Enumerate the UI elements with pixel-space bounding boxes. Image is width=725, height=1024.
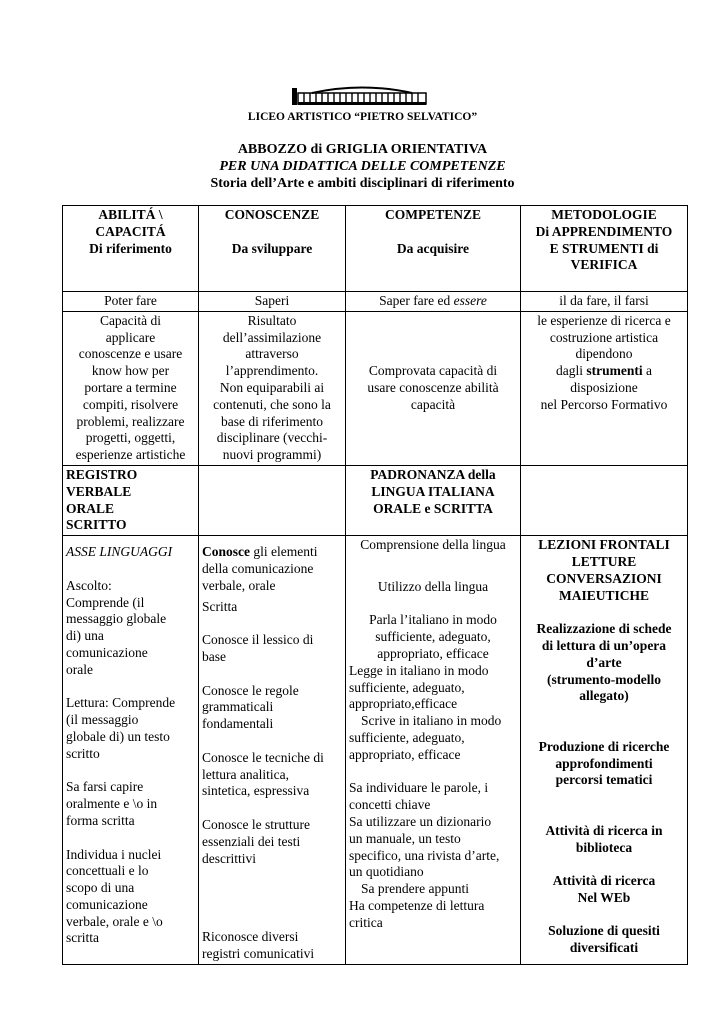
cell-registro: REGISTRO VERBALE ORALE SCRITTO [63,465,199,535]
cell-risultato-description: Risultato dell’assimilazione attraverso l’apprendimento. Non equiparabili ai contenuti, che sono la base di riferimento disciplinare (vecchi- nuovi programmi) [199,311,346,465]
cell-poter-fare: Poter fare [63,292,199,312]
document-title: ABBOZZO di GRIGLIA ORIENTATIVA [237,142,488,157]
header-conoscenze: CONOSCENZE Da sviluppare [199,206,346,292]
document-subtitle: PER UNA DIDATTICA DELLE COMPETENZE [219,159,506,174]
table-row [63,311,688,465]
cell-empty [199,465,346,535]
header-metodologie: METODOLOGIE Di APPRENDIMENTO E STRUMENTI di VERIFICA [521,206,688,292]
table-row [63,536,688,965]
header-abilita: ABILITÁ \ CAPACITÁ Di riferimento [63,206,199,292]
table-row [63,292,688,312]
school-building-logo [292,84,432,106]
cell-comprovata-description: Comprovata capacità di usare conoscenze abilità capacità [346,311,521,465]
cell-capacita-description: Capacità di applicare conoscenze e usare know how per portare a termine compiti, risolvere problemi, realizzare progetti, oggetti, esperienze artistiche [63,311,199,465]
cell-lezioni-frontali: LEZIONI FRONTALI LETTURE CONVERSAZIONI MAIEUTICHE Realizzazione di schede di lettura di un’opera d’arte (strumento-modello allegato) Produzione di ricerche approfondimenti percorsi tematici Attività di ricerca in biblioteca Attività di ricerca Nel WEb Soluzione di quesiti diversificati [521,536,688,965]
cell-saper-fare: Saper fare ed essere [346,292,521,312]
table-header-row [63,206,688,292]
document-subject: Storia dell’Arte e ambiti disciplinari di riferimento [210,176,515,191]
cell-padronanza: PADRONANZA della LINGUA ITALIANA ORALE e SCRITTA [346,465,521,535]
school-name: LICEO ARTISTICO “PIETRO SELVATICO” [247,111,478,123]
cell-conosce: Conosce gli elementi della comunicazione verbale, orale Scritta Conosce il lessico di base Conosce le regole grammaticali fondamentali Conosce le tecniche di lettura analitica, sintetica, espressiva Conosce le strutture essenziali dei testi descrittivi Riconosce diversi registri comunicativi [199,536,346,965]
table-row [63,465,688,535]
cell-empty [521,465,688,535]
cell-esperienze-description: le esperienze di ricerca e costruzione artistica dipendono dagli strumenti a disposizione nel Percorso Formativo [521,311,688,465]
cell-comprensione: Comprensione della lingua Utilizzo della lingua Parla l’italiano in modo sufficiente, adeguato, appropriato, efficace Legge in italiano in modo sufficiente, adeguato, appropriato,efficace Scrive in italiano in modo sufficiente, adeguato, appropriato, efficace Sa individuare le parole, i concetti chiave Sa utilizzare un dizionario un manuale, un testo specifico, una rivista d’arte, un quotidiano Sa prendere appunti Ha competenze di lettura critica [346,536,521,965]
cell-da-fare: il da fare, il farsi [521,292,688,312]
header-competenze: COMPETENZE Da acquisire [346,206,521,292]
competence-grid-table [62,205,688,965]
cell-asse-linguaggi: ASSE LINGUAGGI Ascolto: Comprende (il messaggio globale di) una comunicazione orale Lettura: Comprende (il messaggio globale di) un testo scritto Sa farsi capire oralmente e \o in forma scritta Individua i nuclei concettuali e lo scopo di una comunicazione verbale, orale e \o scritta [63,536,199,965]
cell-saperi: Saperi [199,292,346,312]
